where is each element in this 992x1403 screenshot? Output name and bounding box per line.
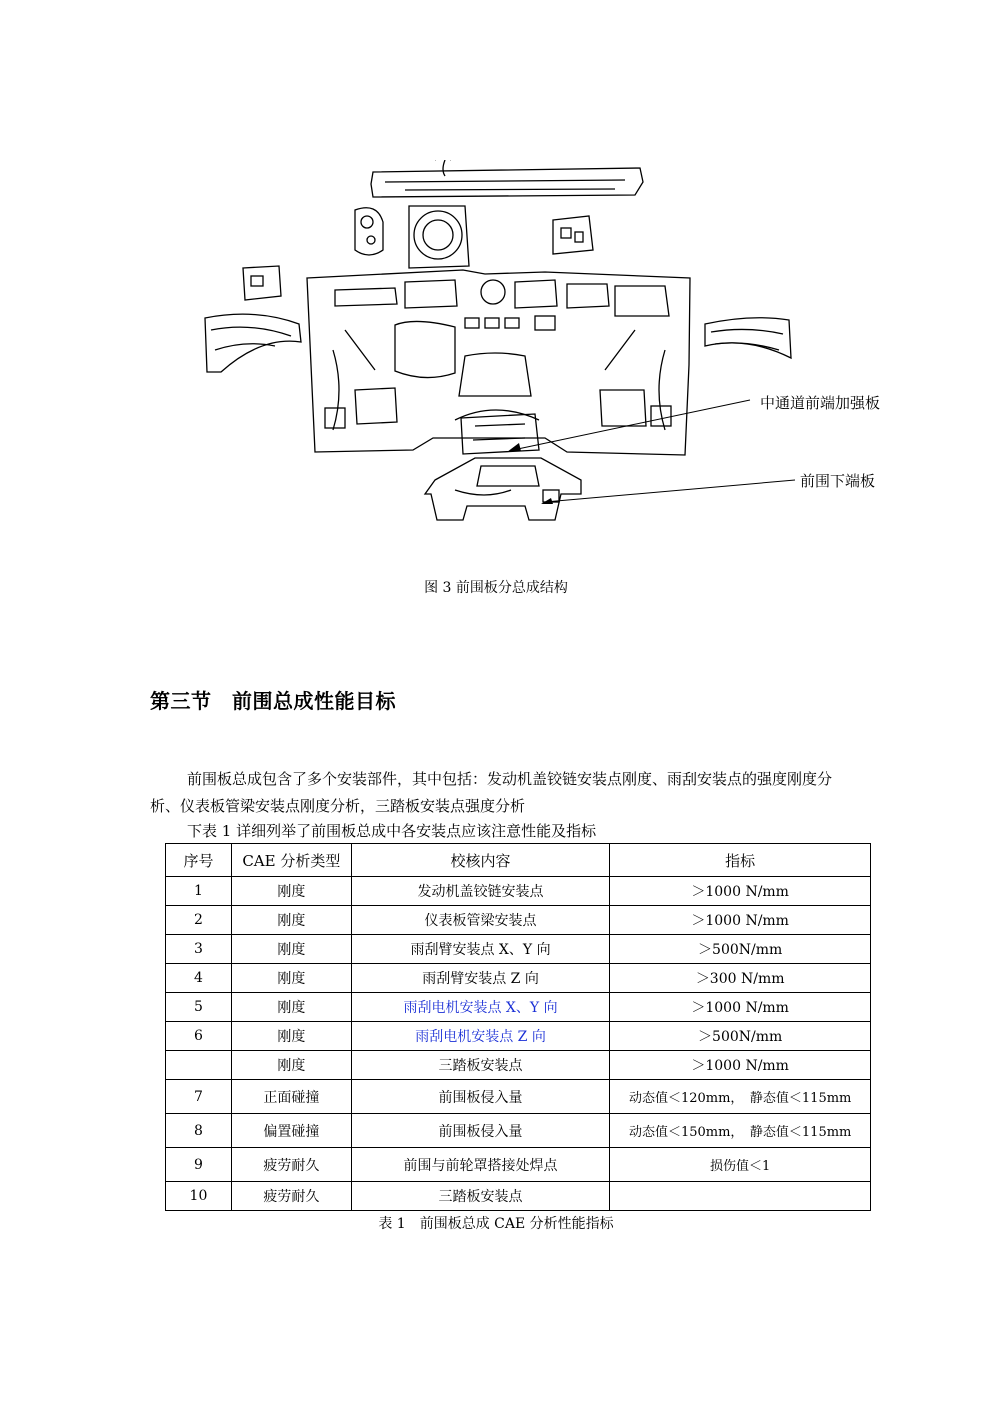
cell-content: 前围板侵入量 [351, 1114, 610, 1148]
cell-type: 刚度 [231, 906, 351, 935]
cell-target: ＞500N/mm [610, 1022, 871, 1051]
cell-index: 10 [166, 1182, 232, 1211]
cell-content: 前围与前轮罩搭接处焊点 [351, 1148, 610, 1182]
callout-tunnel-reinforcement: 中通道前端加强板 [760, 394, 881, 412]
table-row [166, 906, 871, 935]
cell-target: ＞1000 N/mm [610, 993, 871, 1022]
cell-content: 雨刮臂安装点 Z 向 [351, 964, 610, 993]
cell-type: 疲劳耐久 [231, 1148, 351, 1182]
cell-content: 雨刮臂安装点 X、Y 向 [351, 935, 610, 964]
table-row [166, 1022, 871, 1051]
table-row [166, 1148, 871, 1182]
cell-type: 刚度 [231, 877, 351, 906]
cell-index: 4 [166, 964, 232, 993]
table-row [166, 993, 871, 1022]
table-row [166, 935, 871, 964]
cell-type: 刚度 [231, 964, 351, 993]
cell-index: 7 [166, 1080, 232, 1114]
section-title: 第三节 前围总成性能目标 [150, 689, 396, 713]
callout-lower-end-plate: 前围下端板 [800, 472, 876, 490]
cell-target: ＞1000 N/mm [610, 877, 871, 906]
table-row [166, 877, 871, 906]
cell-target [610, 1182, 871, 1211]
table-row [166, 964, 871, 993]
cell-content-highlighted: 雨刮电机安装点 X、Y 向 [351, 993, 610, 1022]
cell-type: 刚度 [231, 993, 351, 1022]
table-caption: 表 1 前围板总成 CAE 分析性能指标 [378, 1216, 614, 1232]
cell-target: ＞300 N/mm [610, 964, 871, 993]
cell-target: 损伤值＜1 [610, 1148, 871, 1182]
cell-type: 正面碰撞 [231, 1080, 351, 1114]
table-row [166, 1051, 871, 1080]
cell-index: 3 [166, 935, 232, 964]
cell-type: 刚度 [231, 935, 351, 964]
paragraph-intro: 前围板总成包含了多个安装部件，其中包括：发动机盖铰链安装点刚度、雨刮安装点的强度刚度分析、仪表板管梁安装点刚度分析，三踏板安装点强度分析 [150, 770, 833, 815]
cell-index: 8 [166, 1114, 232, 1148]
cell-content-highlighted: 雨刮电机安装点 Z 向 [351, 1022, 610, 1051]
table-row [166, 1080, 871, 1114]
cell-content: 发动机盖铰链安装点 [351, 877, 610, 906]
cell-content: 前围板侵入量 [351, 1080, 610, 1114]
cell-index [166, 1051, 232, 1080]
cell-content: 三踏板安装点 [351, 1182, 610, 1211]
cell-target: ＞1000 N/mm [610, 906, 871, 935]
table-row [166, 1182, 871, 1211]
cell-target: ＞1000 N/mm [610, 1051, 871, 1080]
cell-index: 6 [166, 1022, 232, 1051]
cell-target: 动态值＜120mm， 静态值＜115mm [610, 1080, 871, 1114]
cell-index: 9 [166, 1148, 232, 1182]
cell-index: 1 [166, 877, 232, 906]
table-row [166, 1114, 871, 1148]
table-header-row [166, 844, 871, 877]
header-cae-type: CAE 分析类型 [231, 844, 351, 877]
cell-target: 动态值＜150mm， 静态值＜115mm [610, 1114, 871, 1148]
header-check-content: 校核内容 [351, 844, 610, 877]
cell-type: 疲劳耐久 [231, 1182, 351, 1211]
cell-index: 5 [166, 993, 232, 1022]
header-index: 序号 [166, 844, 232, 877]
cell-type: 刚度 [231, 1022, 351, 1051]
paragraph-table-intro: 下表 1 详细列举了前围板总成中各安装点应该注意性能及指标 [187, 822, 597, 840]
cell-content: 仪表板管梁安装点 [351, 906, 610, 935]
header-target: 指标 [610, 844, 871, 877]
cell-index: 2 [166, 906, 232, 935]
performance-table [165, 843, 871, 1211]
figure-caption: 图 3 前围板分总成结构 [424, 580, 568, 596]
cell-target: ＞500N/mm [610, 935, 871, 964]
cell-content: 三踏板安装点 [351, 1051, 610, 1080]
cell-type: 偏置碰撞 [231, 1114, 351, 1148]
cell-type: 刚度 [231, 1051, 351, 1080]
